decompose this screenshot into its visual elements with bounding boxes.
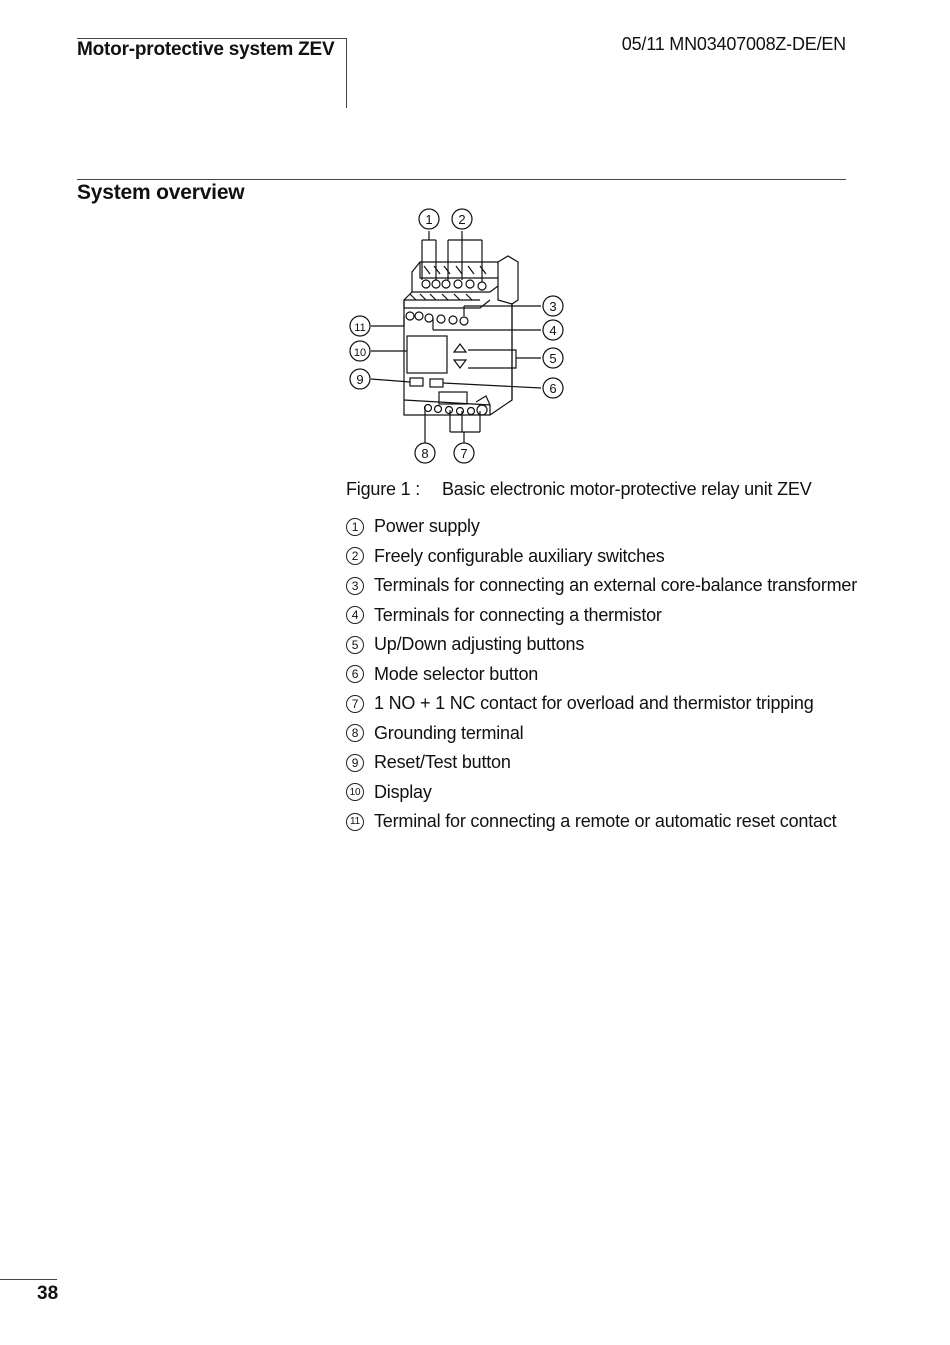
legend-item [346, 807, 857, 837]
legend-item [346, 601, 857, 631]
callout-label-3: 3 [549, 299, 557, 314]
section-title: System overview [77, 181, 245, 204]
legend-text: 1 NO + 1 NC contact for overload and thermistor tripping [374, 693, 814, 714]
legend-number: 8 [346, 724, 364, 742]
section-rule [77, 179, 846, 180]
legend-number: 5 [346, 636, 364, 654]
figure-caption-label: Figure 1 : [346, 479, 421, 499]
relay-unit-figure [340, 200, 580, 470]
legend-text: Terminals for connecting an external core-balance transformer [374, 575, 858, 596]
legend-number: 3 [346, 577, 364, 595]
legend-number: 7 [346, 695, 364, 713]
legend-text: Up/Down adjusting buttons [374, 634, 585, 655]
legend-item [346, 689, 857, 719]
legend-text: Mode selector button [374, 663, 539, 684]
callout-label-11: 11 [354, 322, 366, 334]
callout-label-10: 10 [353, 347, 367, 359]
legend-item [346, 512, 857, 542]
callout-label-7: 7 [460, 446, 468, 461]
document-reference: 05/11 MN03407008Z-DE/EN [621, 34, 846, 54]
callout-label-9: 9 [356, 372, 364, 387]
legend-text: Terminal for connecting a remote or automatic reset contact [374, 811, 837, 832]
figure-caption-text: Basic electronic motor-protective relay unit ZEV [442, 479, 812, 499]
relay-unit-drawing [340, 200, 580, 470]
legend-item [346, 542, 857, 572]
legend-item [346, 571, 857, 601]
callout-label-1: 1 [425, 212, 433, 227]
legend-text: Display [374, 781, 432, 802]
legend-item [346, 748, 857, 778]
figure-caption [346, 479, 812, 500]
legend-text: Power supply [374, 516, 480, 537]
legend-item [346, 719, 857, 749]
legend-item [346, 778, 857, 808]
callout-label-2: 2 [458, 212, 466, 227]
legend-item [346, 630, 857, 660]
callout-label-6: 6 [549, 381, 557, 396]
legend-number: 1 [346, 518, 364, 536]
callout-label-4: 4 [549, 323, 557, 338]
legend-number: 9 [346, 754, 364, 772]
legend-text: Terminals for connecting a thermistor [374, 604, 662, 625]
legend-number: 4 [346, 606, 364, 624]
header-divider [346, 38, 347, 108]
legend-number: 10 [346, 783, 364, 801]
legend-number: 2 [346, 547, 364, 565]
legend-text: Freely configurable auxiliary switches [374, 545, 665, 566]
legend-number: 6 [346, 665, 364, 683]
page-number: 38 [37, 1283, 59, 1304]
footer-rule [0, 1279, 57, 1280]
callout-label-8: 8 [421, 446, 429, 461]
legend-item [346, 660, 857, 690]
legend-text: Grounding terminal [374, 722, 524, 743]
figure-legend [346, 512, 857, 837]
legend-text: Reset/Test button [374, 752, 511, 773]
header-title: Motor-protective system ZEV [77, 39, 335, 60]
callout-label-5: 5 [549, 351, 557, 366]
legend-number: 11 [346, 813, 364, 831]
